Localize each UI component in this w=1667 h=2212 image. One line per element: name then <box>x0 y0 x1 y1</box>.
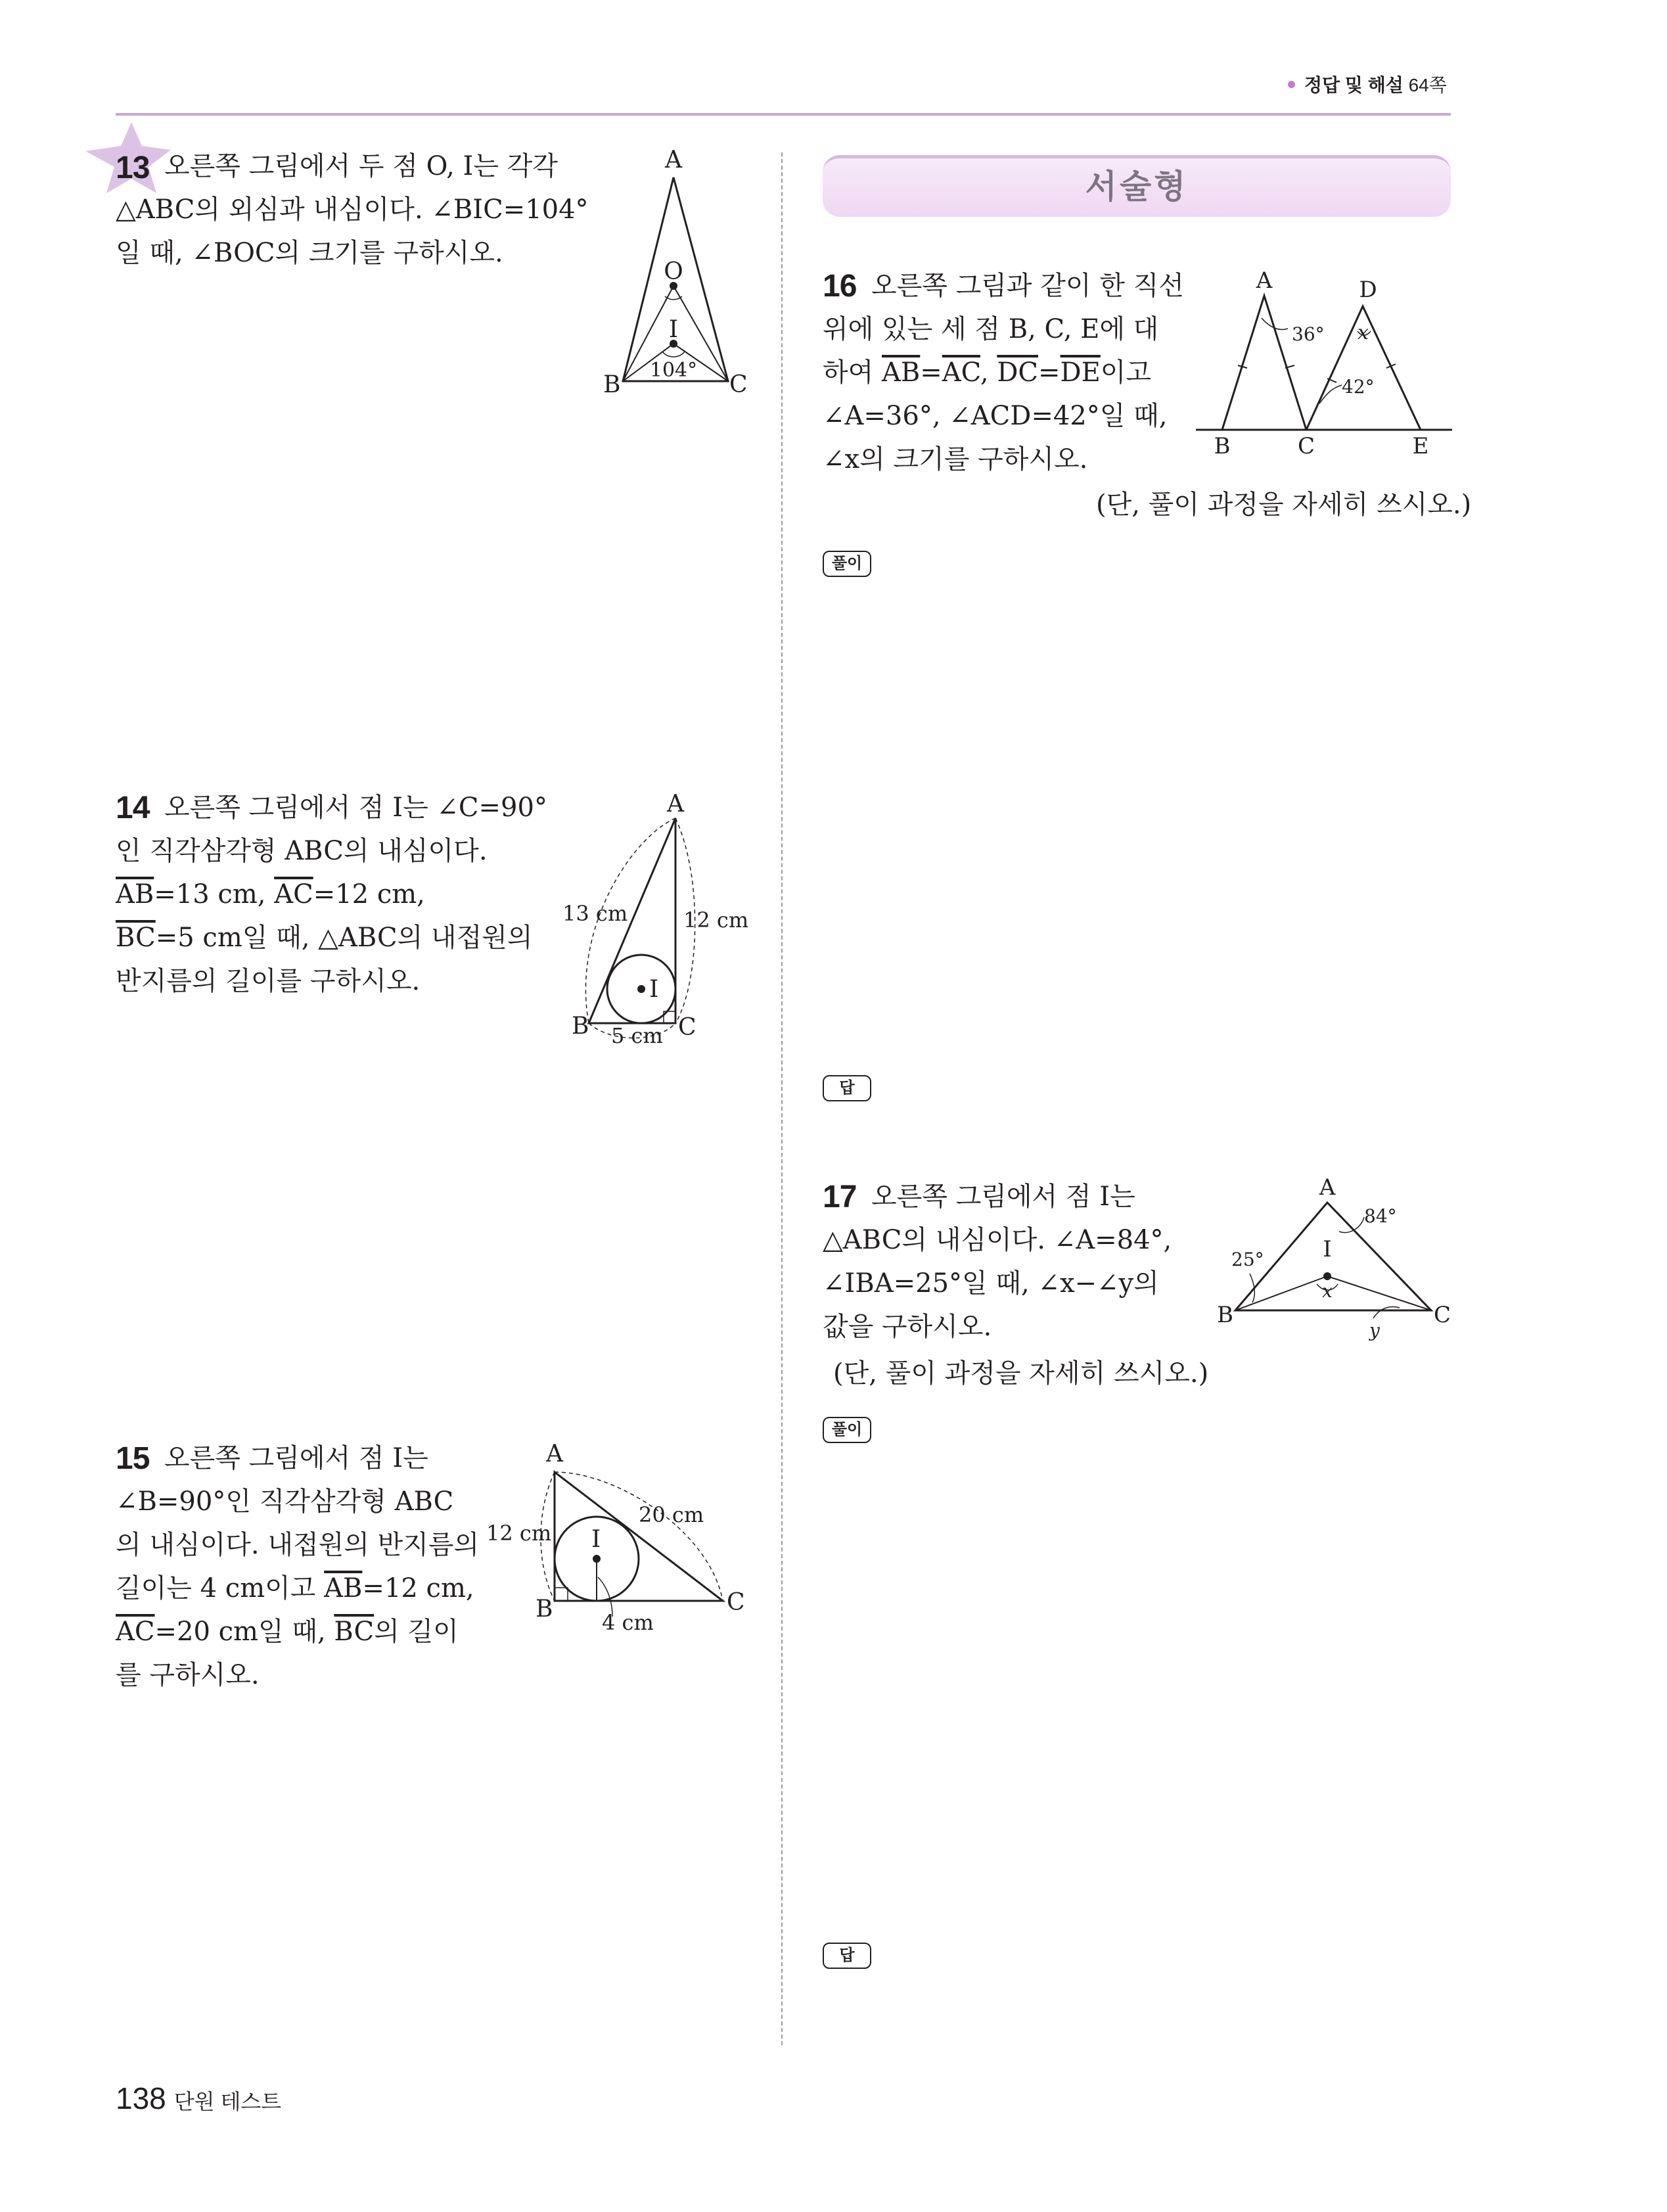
q16-label-d: D <box>1359 277 1377 303</box>
q13-label-i: I <box>668 316 679 343</box>
page-number: 138 <box>116 2081 166 2115</box>
question-13-text: 오른쪽 그림에서 두 점 O, I는 각각 △ABC의 외심과 내심이다. ∠BIC=104° 일 때, ∠BOC의 크기를 구하시오. <box>116 151 589 268</box>
q13-label-c: C <box>729 371 748 398</box>
q14-length-ac: 12 cm <box>683 908 749 933</box>
q13-label-b: B <box>603 371 621 398</box>
q17-angle-y: y <box>1369 1320 1380 1341</box>
solution-tag: 풀이 <box>823 1417 871 1443</box>
q17-label-a: A <box>1319 1176 1336 1201</box>
question-16-number: 16 <box>823 269 857 304</box>
q13-angle-label: 104° <box>649 359 698 382</box>
question-14-text: 오른쪽 그림에서 점 I는 ∠C=90° 인 직각삼각형 ABC의 내심이다. $\overline{AB}=13$ cm, $\overline{AC}=12$ cm, $\overline{BC}=5$ cm일 때, △ABC의 내접원의 반지름의 길이를 구하시오. <box>116 793 547 996</box>
footer-title: 단원 테스트 <box>173 2090 282 2113</box>
q16-label-c: C <box>1297 433 1315 459</box>
question-16-figure <box>1189 263 1452 460</box>
answer-reference: 정답 및 해설 64쪽 <box>1288 71 1447 97</box>
q16-angle-x: x <box>1358 321 1369 344</box>
q16-angle-acd: 42° <box>1342 376 1375 398</box>
q17-angle-a: 84° <box>1364 1205 1397 1227</box>
q14-length-bc: 5 cm <box>611 1023 663 1048</box>
q15-label-a: A <box>546 1440 563 1467</box>
question-15-text: 오른쪽 그림에서 점 I는 ∠B=90°인 직각삼각형 ABC 의 내심이다. 내접원의 반지름의 길이는 4 cm이고 $\overline{AB}=12$ cm, $\overline{AC}=20$ cm일 때, $\overline{BC}$의 길이 를 구하시오. <box>116 1443 480 1690</box>
question-14-figure <box>552 785 769 1061</box>
question-17-number: 17 <box>823 1180 857 1214</box>
question-17-text: 오른쪽 그림에서 점 I는 △ABC의 내심이다. ∠A=84°, ∠IBA=25°일 때, ∠x−∠y의 값을 구하시오. <box>823 1182 1172 1342</box>
q14-label-b: B <box>572 1013 589 1040</box>
q15-radius: 4 cm <box>602 1610 654 1635</box>
q15-label-b: B <box>536 1596 553 1623</box>
q15-length-ac: 20 cm <box>639 1502 704 1527</box>
question-17-condition: (단, 풀이 과정을 자세히 쓰시오.) <box>833 1358 1209 1389</box>
q15-label-i: I <box>591 1526 601 1553</box>
q17-angle-b: 25° <box>1231 1249 1264 1270</box>
q16-label-b: B <box>1214 433 1231 459</box>
solution-tag: 풀이 <box>823 551 871 577</box>
column-divider <box>781 152 783 2045</box>
q16-label-a: A <box>1256 267 1273 294</box>
answer-tag: 답 <box>823 1075 871 1101</box>
page-footer <box>116 2081 281 2116</box>
question-16-condition: (단, 풀이 과정을 자세히 쓰시오.) <box>1096 490 1472 520</box>
q14-label-i: I <box>649 976 659 1003</box>
bullet-dot-icon <box>1288 81 1295 88</box>
q15-label-c: C <box>727 1589 745 1616</box>
q17-label-i: I <box>1323 1236 1332 1262</box>
q13-label-o: O <box>664 258 683 285</box>
question-13-figure <box>591 148 762 404</box>
question-17-figure <box>1209 1176 1459 1360</box>
question-14-number: 14 <box>116 791 150 825</box>
q14-length-ab: 13 cm <box>562 901 628 926</box>
question-16-text: 오른쪽 그림과 같이 한 직선 위에 있는 세 점 B, C, E에 대 하여 $\overline{AB}=\overline{AC}$, $\overline{DC}=\overline{DE}$이고 ∠A=36°, ∠ACD=42°일 때, ∠x의 크기를 구하시오. <box>823 271 1184 474</box>
q14-label-a: A <box>667 791 684 818</box>
q16-label-e: E <box>1412 433 1429 459</box>
q14-label-c: C <box>678 1014 696 1041</box>
answer-tag: 답 <box>823 1943 871 1969</box>
question-15-number: 15 <box>116 1441 150 1476</box>
q17-label-b: B <box>1217 1302 1233 1328</box>
q13-label-a: A <box>665 148 682 173</box>
header-rule <box>116 113 1451 116</box>
q17-label-c: C <box>1434 1302 1451 1328</box>
q17-angle-x: x <box>1322 1280 1333 1302</box>
q16-angle-a: 36° <box>1292 323 1325 345</box>
question-13-number: 13 <box>116 150 150 185</box>
question-15-figure <box>473 1433 762 1643</box>
q15-length-ab: 12 cm <box>486 1521 552 1546</box>
section-title-banner: 서술형 <box>823 155 1451 217</box>
